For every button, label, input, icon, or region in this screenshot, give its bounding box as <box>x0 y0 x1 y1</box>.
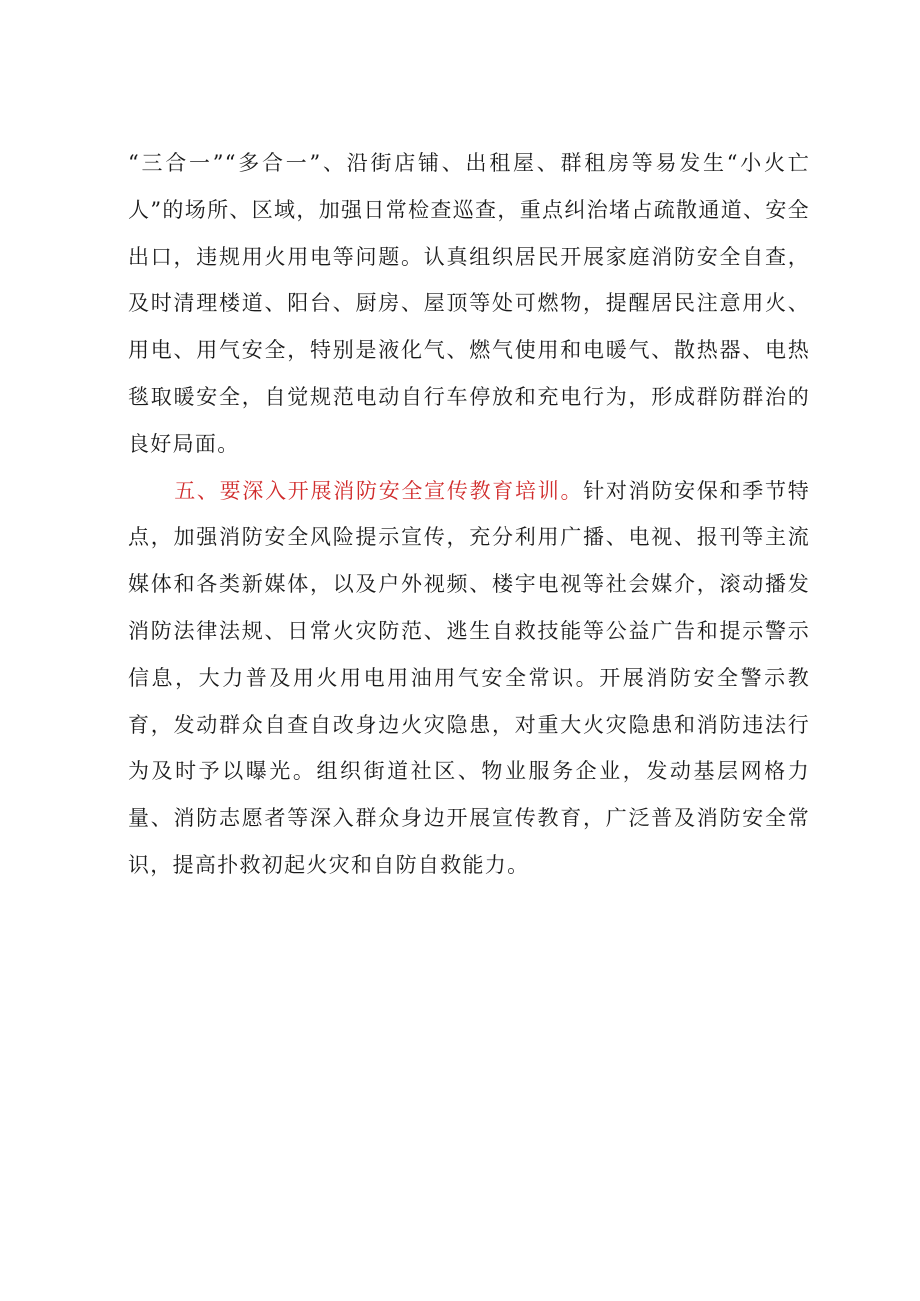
section-body: 针对消防安保和季节特点，加强消防安全风险提示宣传，充分利用广播、电视、报刊等主流媒体和各类新媒体，以及户外视频、楼宇电视等社会媒介，滚动播发消防法律法规、日常火灾防范、逃生自救技能等公益广告和提示警示信息，大力普及用火用电用油用气安全常识。开展消防安全警示教育，发动群众自查自改身边火灾隐患，对重大火灾隐患和消防违法行为及时予以曝光。组织街道社区、物业服务企业，发动基层网格力量、消防志愿者等深入群众身边开展宣传教育，广泛普及消防安全常识，提高扑救初起火灾和自防自救能力。 <box>128 478 811 877</box>
document-body <box>128 140 810 889</box>
paragraph-continuation: “三合一”“多合一”、沿街店铺、出租屋、群租房等易发生“小火亡人”的场所、区域，加强日常检查巡查，重点纠治堵占疏散通道、安全出口，违规用火用电等问题。认真组织居民开展家庭消防安全自查，及时清理楼道、阳台、厨房、屋顶等处可燃物，提醒居民注意用火、用电、用气安全，特别是液化气、燃气使用和电暖气、散热器、电热毯取暖安全，自觉规范电动自行车停放和充电行为，形成群防群治的良好局面。 <box>128 151 810 456</box>
paragraph-section-five <box>128 468 810 889</box>
section-heading: 五、要深入开展消防安全宣传教育培训。 <box>174 478 584 503</box>
